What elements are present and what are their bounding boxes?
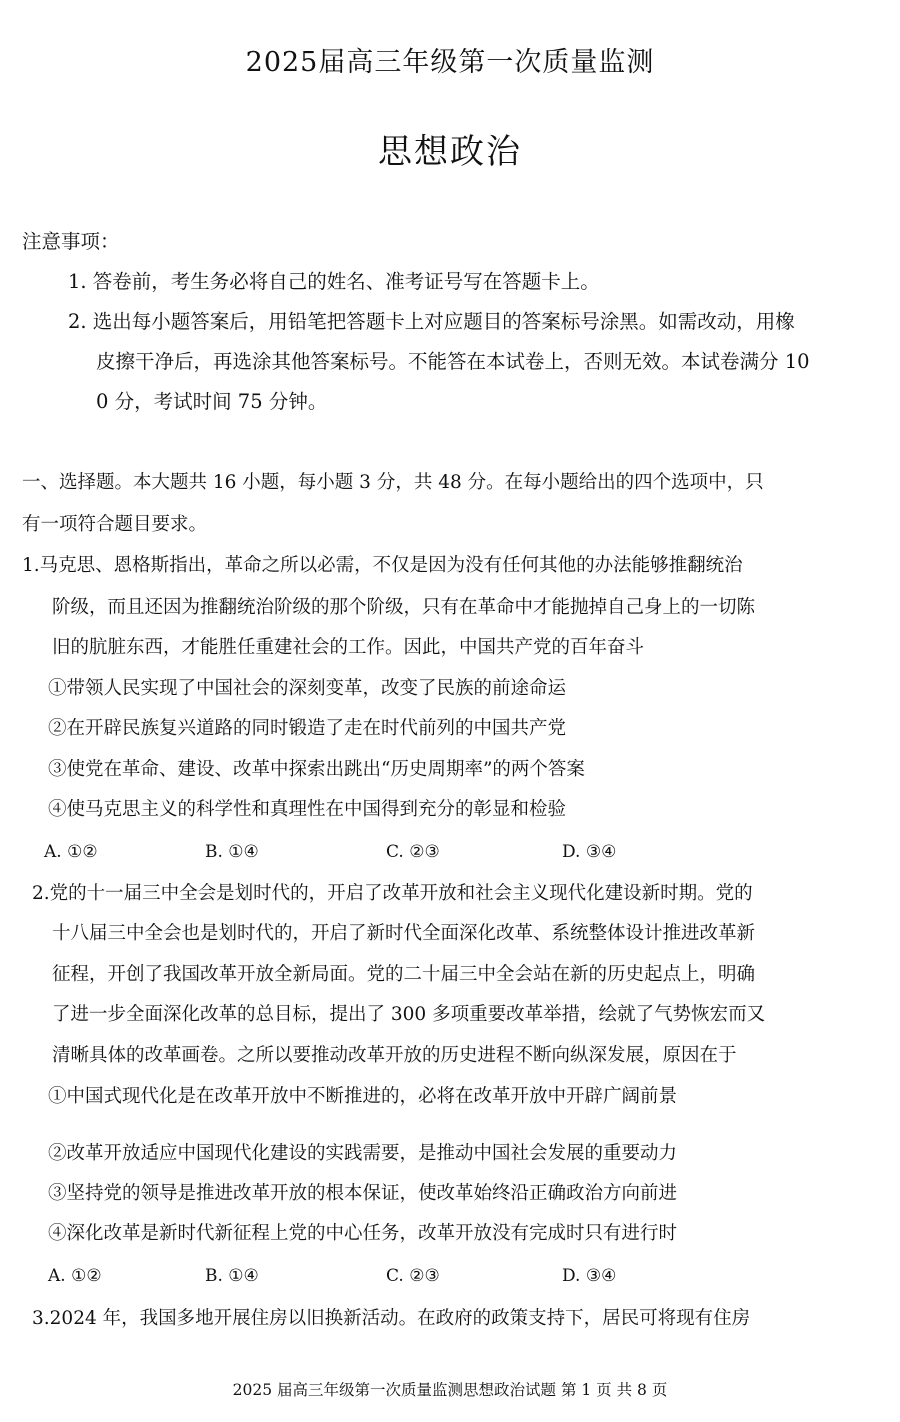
q1-statement-3: ③使党在革命、建设、改革中探索出跳出“历史周期率”的两个答案 xyxy=(48,759,585,780)
q2-stem-line-3: 征程，开创了我国改革开放全新局面。党的二十届三中全会站在新的历史起点上，明确 xyxy=(52,964,756,985)
page-footer: 2025 届高三年级第一次质量监测思想政治试题 第 1 页 共 8 页 xyxy=(232,1381,668,1399)
q2-stem-line-4: 了进一步全面深化改革的总目标，提出了 300 多项重要改革举措，绘就了气势恢宏而又 xyxy=(52,1004,766,1025)
notice-item-1: 1. 答卷前，考生务必将自己的姓名、准考证号写在答题卡上。 xyxy=(68,270,600,293)
notice-item-2-line-3: 0 分，考试时间 75 分钟。 xyxy=(96,390,328,413)
q2-stem-line-1: 2.党的十一届三中全会是划时代的，开启了改革开放和社会主义现代化建设新时期。党的 xyxy=(32,883,753,904)
q1-stem-line-2: 阶级，而且还因为推翻统治阶级的那个阶级，只有在革命中才能抛掉自己身上的一切陈 xyxy=(52,597,756,618)
q2-stem-line-5: 清晰具体的改革画卷。之所以要推动改革开放的历史进程不断向纵深发展，原因在于 xyxy=(52,1045,737,1066)
q1-option-d: D. ③④ xyxy=(562,842,617,862)
q1-option-c: C. ②③ xyxy=(386,842,440,862)
subject-title: 思想政治 xyxy=(378,132,522,172)
q1-option-b: B. ①④ xyxy=(205,842,259,862)
q2-statement-3: ③坚持党的领导是推进改革开放的根本保证，使改革始终沿正确政治方向前进 xyxy=(48,1183,678,1204)
q1-statement-4: ④使马克思主义的科学性和真理性在中国得到充分的彰显和检验 xyxy=(48,799,567,820)
exam-title: 2025届高三年级第一次质量监测 xyxy=(245,47,655,78)
q1-option-a: A. ①② xyxy=(44,842,98,862)
q1-statement-2: ②在开辟民族复兴道路的同时锻造了走在时代前列的中国共产党 xyxy=(48,718,567,739)
q2-option-c: C. ②③ xyxy=(386,1266,440,1286)
notice-item-2-line-1: 2. 选出每小题答案后，用铅笔把答题卡上对应题目的答案标号涂黑。如需改动，用橡 xyxy=(68,310,795,333)
q2-option-a: A. ①② xyxy=(48,1266,102,1286)
section-1-instructions-line-2: 有一项符合题目要求。 xyxy=(22,514,208,535)
q1-statement-1: ①带领人民实现了中国社会的深刻变革，改变了民族的前途命运 xyxy=(48,678,567,699)
q2-stem-line-2: 十八届三中全会也是划时代的，开启了新时代全面深化改革、系统整体设计推进改革新 xyxy=(52,923,756,944)
q2-statement-1: ①中国式现代化是在改革开放中不断推进的，必将在改革开放中开辟广阔前景 xyxy=(48,1086,678,1107)
q2-statement-4: ④深化改革是新时代新征程上党的中心任务，改革开放没有完成时只有进行时 xyxy=(48,1223,678,1244)
q2-option-d: D. ③④ xyxy=(562,1266,617,1286)
q1-stem-line-3: 旧的肮脏东西，才能胜任重建社会的工作。因此，中国共产党的百年奋斗 xyxy=(52,637,645,658)
notice-item-2-line-2: 皮擦干净后，再选涂其他答案标号。不能答在本试卷上，否则无效。本试卷满分 10 xyxy=(96,350,810,373)
q2-statement-2: ②改革开放适应中国现代化建设的实践需要，是推动中国社会发展的重要动力 xyxy=(48,1143,678,1164)
q2-option-b: B. ①④ xyxy=(205,1266,259,1286)
q3-stem-line-1: 3.2024 年，我国多地开展住房以旧换新活动。在政府的政策支持下，居民可将现有住房 xyxy=(32,1308,751,1329)
notice-heading: 注意事项： xyxy=(22,230,120,253)
section-1-instructions-line-1: 一、选择题。本大题共 16 小题，每小题 3 分，共 48 分。在每小题给出的四个选项中，只 xyxy=(22,472,764,493)
q1-stem-line-1: 1.马克思、恩格斯指出，革命之所以必需，不仅是因为没有任何其他的办法能够推翻统治 xyxy=(22,555,743,576)
